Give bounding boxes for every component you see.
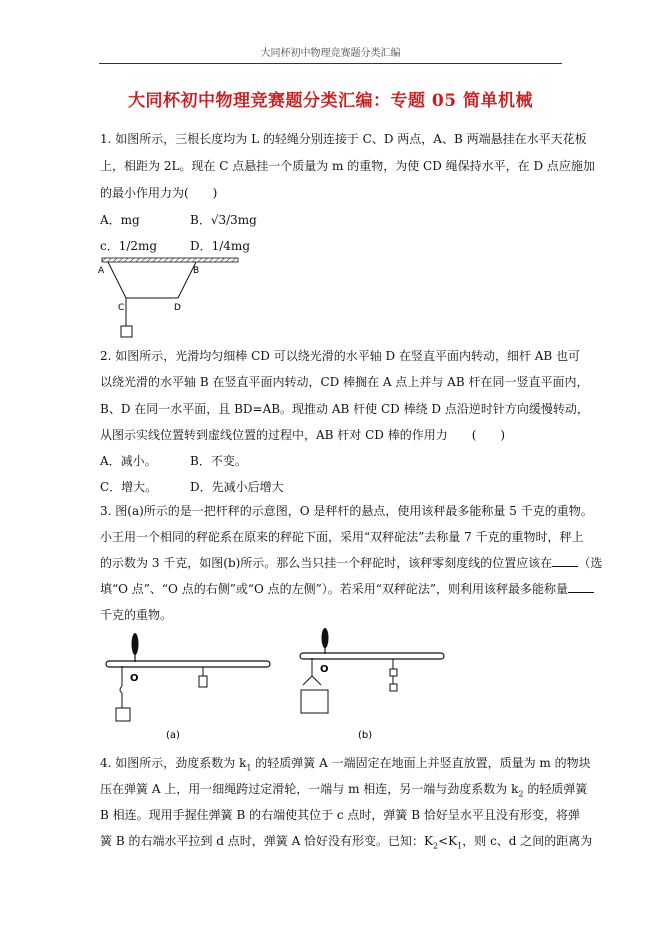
q1-line-2: 上，相距为 2L。现在 C 点悬挂一个质量为 m 的重物，为使 CD 绳保持水平，在 D 点应施加 — [100, 159, 595, 173]
q2-line-4: 从图示实线位置转到虚线位置的过程中，AB 杆对 CD 棒的作用力 ( ) — [100, 428, 506, 442]
page-header: 大同杯初中物理竞赛题分类汇编 — [260, 48, 401, 59]
q3-line-3: 的示数为 3 千克，如图(b)所示。那么当只挂一个秤砣时，该秤零刻度线的位置应该在 （选 — [100, 556, 603, 570]
caption-b: (b) — [358, 730, 373, 741]
q1-line-3: 的最小作用力为( ) — [100, 186, 218, 200]
counterweight-a — [199, 676, 207, 687]
header-rule — [99, 63, 562, 64]
steelyard-beam-b — [300, 653, 444, 659]
label-b: B — [193, 266, 200, 276]
label-d: D — [174, 303, 181, 313]
q1-option-b: B．√3/3mg — [190, 213, 257, 227]
label-a: A — [98, 266, 105, 276]
q2-option-c: C．增大。 — [100, 480, 158, 494]
hanger-knob-a — [132, 633, 139, 655]
q4-line-3: B 相连。现用手握住弹簧 B 的右端使其位于 c 点时，弹簧 B 恰好呈水平且没有形变，将弹 — [100, 808, 580, 822]
q1-option-d: D．1/4mg — [190, 239, 250, 253]
load-b — [301, 690, 328, 713]
q2-option-d: D．先减小后增大 — [190, 480, 284, 494]
q3-line-2: 小王用一个相同的秤砣系在原来的秤砣下面，采用“双秤砣法”去称量 7 千克的重物时，秤上 — [100, 530, 584, 544]
q2-line-3: B、D 在同一水平面，且 BD=AB。现推动 AB 杆使 CD 棒绕 D 点沿逆时针方向缓慢转动， — [100, 402, 589, 416]
label-c: C — [118, 303, 125, 313]
pivot-label-a: O — [130, 673, 139, 684]
hanging-weight — [121, 326, 132, 337]
q3-blank-2 — [568, 582, 594, 593]
q2-option-a: A．减小。 — [100, 454, 157, 468]
q4-line-4: 簧 B 的右端水平拉到 d 点时，弹簧 A 恰好没有形变。已知：$K_2<K_1$，则 c、d 之间的距离为 — [100, 834, 593, 851]
q3-line-5: 千克的重物。 — [100, 608, 173, 622]
steelyard-figure-b — [298, 628, 448, 740]
q3-blank-1 — [552, 556, 578, 567]
q3-line-4: 填“O 点”、“O 点的右侧”或“O 点的左侧”）。若采用“双秤砣法”，则利用该秤最多能称量 — [100, 581, 594, 597]
ceiling — [102, 258, 238, 262]
counterweight-b-upper — [390, 669, 397, 676]
q2-line-2: 以绕光滑的水平轴 B 在竖直平面内转动，CD 棒搁在 A 点上并与 AB 杆在同一竖直平面内， — [100, 375, 589, 389]
caption-a: (a) — [166, 730, 180, 741]
q1-option-a: A．mg — [100, 213, 140, 227]
q1-rope-figure — [96, 256, 246, 344]
q1-line-1: 1. 如图所示，三根长度均为 L 的轻绳分别连接于 C、D 两点，A、B 两端悬挂在水平天花板 — [100, 132, 587, 146]
q4-line-1: 4. 如图所示，劲度系数为 $k_1$ 的轻质弹簧 A 一端固定在地面上并竖直放置，质量为 m 的物块 — [100, 756, 591, 773]
hanger-knob-b — [322, 628, 329, 648]
pivot-label-b: O — [320, 664, 329, 675]
q3-line-1: 3. 图(a)所示的是一把杆秤的示意图，O 是秤杆的悬点，使用该秤最多能称量 5 千克的重物。 — [100, 504, 593, 518]
counterweight-b-lower — [390, 684, 397, 691]
q1-option-c: c．1/2mg — [100, 239, 158, 253]
steelyard-beam-a — [106, 661, 270, 667]
q2-line-1: 2. 如图所示，光滑均匀细棒 CD 可以绕光滑的水平轴 D 在竖直平面内转动，细杆 AB 也可 — [100, 349, 581, 363]
q4-line-2: 压在弹簧 A 上，用一细绳跨过定滑轮，一端与 m 相连，另一端与劲度系数为 $k_2$ 的轻质弹簧 — [100, 782, 588, 799]
load-a — [116, 708, 130, 721]
steelyard-figure-a — [104, 630, 274, 742]
q2-option-b: B．不变。 — [190, 454, 247, 468]
document-title: 大同杯初中物理竞赛题分类汇编：专题 05 简单机械 — [128, 91, 533, 111]
